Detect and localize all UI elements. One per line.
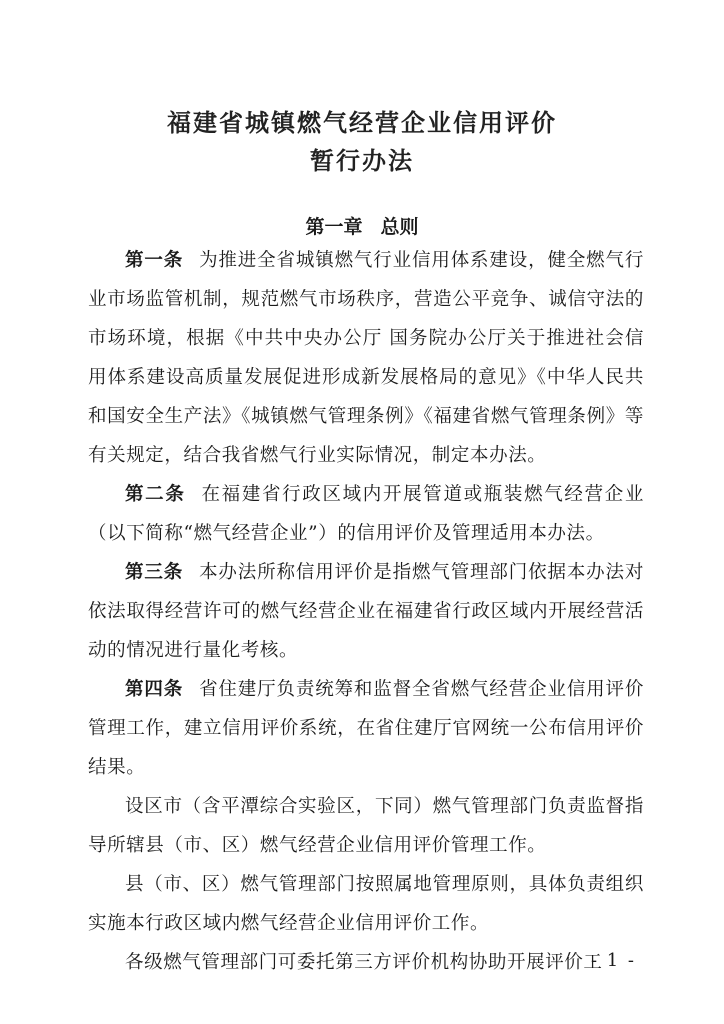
article-text: 省住建厅负责统筹和监督全省燃气经营企业信用评价管理工作，建立信用评价系统，在省住建厅官网统一公布信用评价结果。 [88, 679, 644, 778]
document-title-line-2: 暂行办法 [310, 146, 414, 175]
document-body [88, 241, 644, 982]
paragraph-article-4 [88, 670, 644, 787]
paragraph-article-1 [88, 241, 644, 475]
paragraph [88, 943, 644, 982]
chapter-name: 总则 [380, 216, 419, 238]
paragraph-text: 县（市、区）燃气管理部门按照属地管理原则，具体负责组织实施本行政区域内燃气经营企业信用评价工作。 [88, 874, 644, 934]
paragraph [88, 865, 644, 943]
article-text: 为推进全省城镇燃气行业信用体系建设，健全燃气行业市场监管机制，规范燃气市场秩序，营造公平竞争、诚信守法的市场环境，根据《中共中央办公厅 国务院办公厅关于推进社会信用体系建设高质量发展促进形成新发展格局的意见》《中华人民共和国安全生产法》《城镇燃气管理条例》《福建省燃气管理条例》等有关规定，结合我省燃气行业实际情况，制定本办法。 [88, 250, 644, 466]
article-text: 本办法所称信用评价是指燃气管理部门依据本办法对依法取得经营许可的燃气经营企业在福建省行政区域内开展经营活动的情况进行量化考核。 [88, 562, 644, 661]
article-label: 第二条 [125, 484, 186, 505]
document-title-line-1: 福建省城镇燃气经营企业信用评价 [167, 108, 557, 137]
paragraph-article-3 [88, 553, 644, 670]
chapter-heading [0, 212, 724, 239]
paragraph-article-2 [88, 475, 644, 553]
page-number: - 1 - [590, 950, 636, 971]
paragraph-text: 设区市（含平潭综合实验区，下同）燃气管理部门负责监督指导所辖县（市、区）燃气经营企业信用评价管理工作。 [88, 796, 644, 856]
chapter-number: 第一章 [305, 216, 363, 238]
paragraph [88, 787, 644, 865]
paragraph-text: 各级燃气管理部门可委托第三方评价机构协助开展评价工 [125, 952, 603, 973]
article-label: 第四条 [125, 679, 184, 700]
article-text: 在福建省行政区域内开展管道或瓶装燃气经营企业（以下简称“燃气经营企业”）的信用评价及管理适用本办法。 [88, 484, 645, 544]
article-label: 第三条 [125, 562, 184, 583]
article-label: 第一条 [125, 250, 184, 271]
